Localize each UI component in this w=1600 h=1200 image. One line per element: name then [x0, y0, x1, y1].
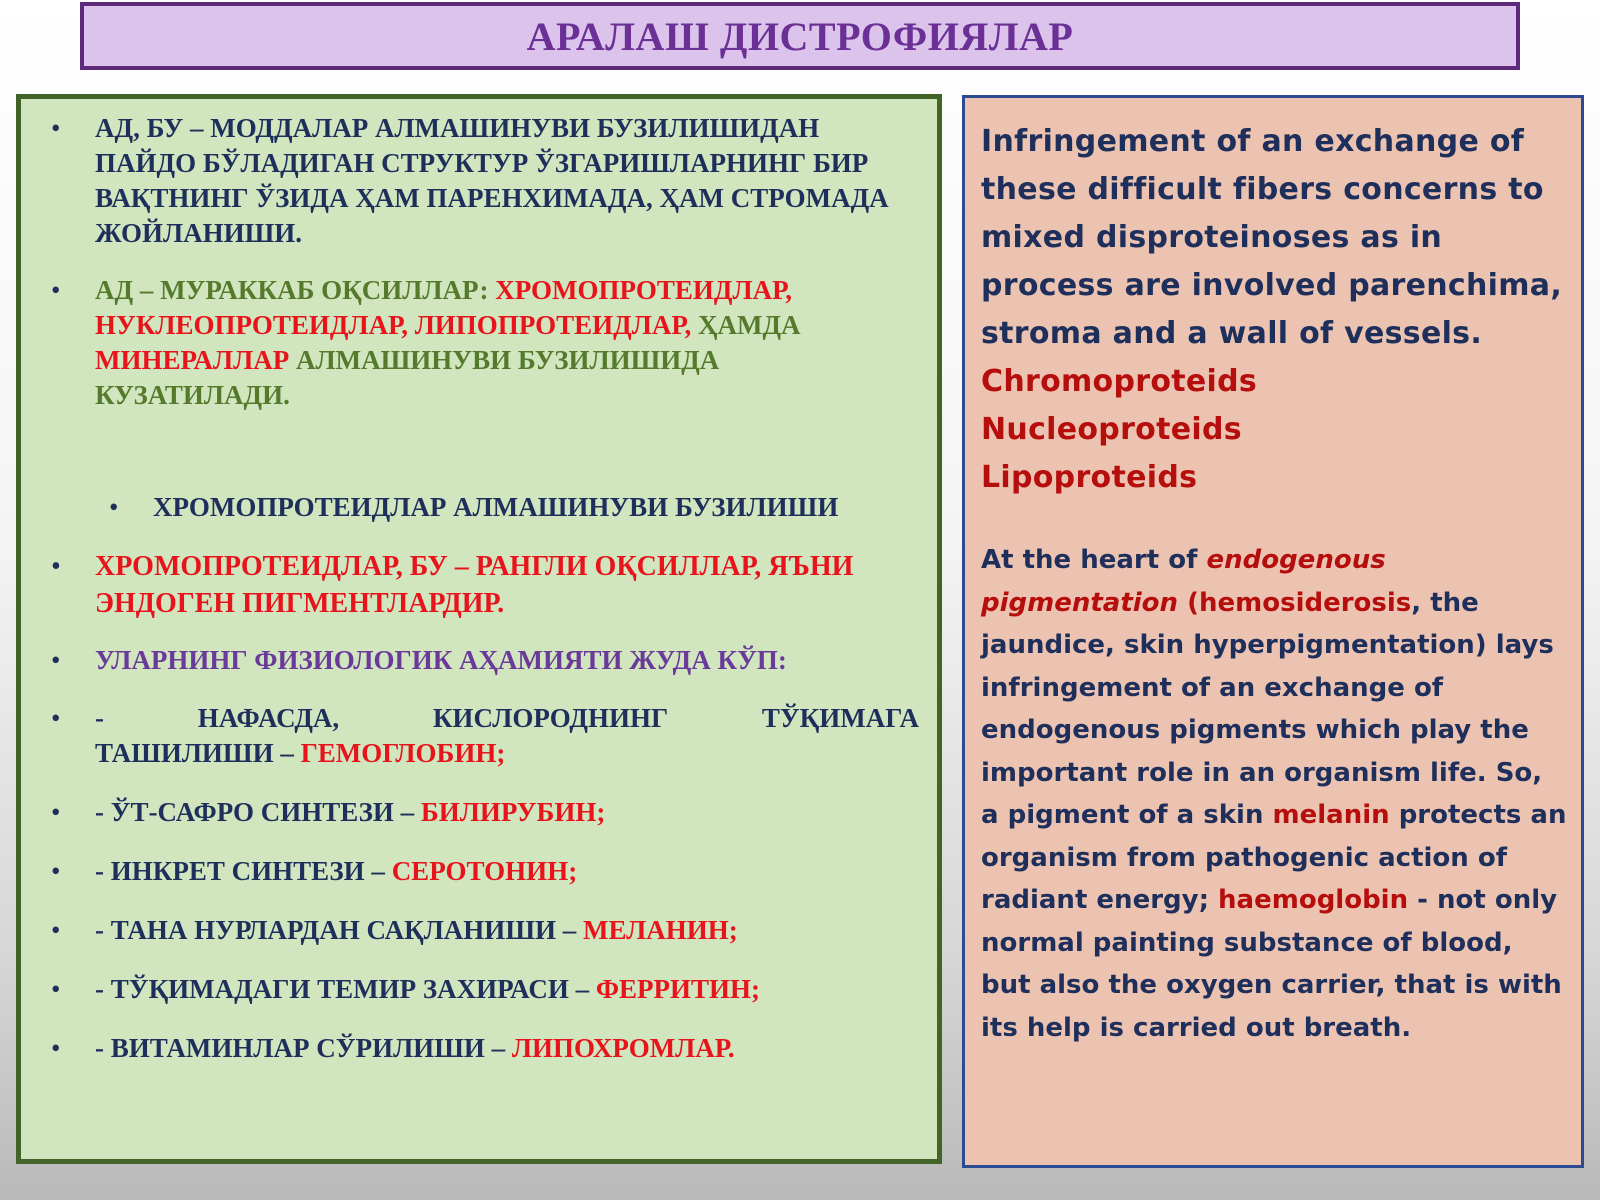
bullet-melanin-term: МЕЛАНИН;	[582, 915, 738, 945]
bullet-serotonin	[35, 854, 919, 889]
bullet-hemoglobin-lead: ТАШИЛИШИ –	[95, 738, 301, 768]
sub-bullet-text: ХРОМОПРОТЕИДЛАР АЛМАШИНУВИ БУЗИЛИШИ	[153, 492, 839, 522]
right-body-hemosiderosis: (hemosiderosis	[1187, 587, 1412, 618]
right-body-paragraph	[981, 539, 1567, 1049]
bullet-physiological-significance	[35, 643, 919, 678]
bullet-lipochromes-term: ЛИПОХРОМЛАР.	[511, 1033, 735, 1063]
slide-title: АРАЛАШ ДИСТРОФИЯЛАР	[526, 13, 1074, 59]
right-body-part8: - not only normal painting substance of blood, but also the oxygen carrier, that is with its help is carried out breath.	[981, 885, 1562, 1043]
right-intro: Infringement of an exchange of these difficult fibers concerns to mixed disproteinoses as in process are involved parenchima, stroma and a wall of vessels.	[981, 124, 1563, 351]
bullet-bilirubin-lead: - ЎТ-САФРО СИНТЕЗИ –	[95, 797, 421, 827]
right-body-melanin: melanin	[1272, 800, 1390, 830]
bullet-hemoglobin-dash: • -	[95, 703, 104, 733]
bullet-hemoglobin	[35, 701, 919, 771]
bullet-chromoproteids-definition	[35, 548, 919, 622]
title-banner	[80, 2, 1520, 70]
right-body-part1: At the heart of	[981, 545, 1207, 575]
bullet-complex-proteins-minerals: МИНЕРАЛЛАР	[95, 345, 290, 375]
sub-bullet-chromoproteid-disorder	[35, 490, 919, 525]
bullet-melanin	[35, 913, 919, 948]
left-panel	[16, 94, 942, 1164]
bullet-hemoglobin-line1	[95, 701, 919, 736]
bullet-hemoglobin-term: ГЕМОГЛОБИН;	[300, 738, 506, 768]
bullet-definition	[35, 111, 919, 251]
bullet-bilirubin	[35, 795, 919, 830]
right-body-part6: protects an organism from pathogenic action of radiant energy;	[981, 800, 1567, 915]
bullet-complex-proteins-tail: АЛМАШИНУВИ БУЗИЛИШИДА КУЗАТИЛАДИ.	[95, 345, 720, 410]
bullet-serotonin-lead: - ИНКРЕТ СИНТЕЗИ –	[95, 856, 392, 886]
bullet-hemoglobin-word2: КИСЛОРОДНИНГ	[432, 703, 669, 733]
right-body-part4: , the jaundice, skin hyperpigmentation) lays infringement of an exchange of endogenous pigments which play the important role in an organism life. So, a pigment of a skin	[981, 587, 1554, 830]
bullet-complex-proteins-list: ХРОМОПРОТЕИДЛАР, НУКЛЕОПРОТЕИДЛАР, ЛИПОПРОТЕИДЛАР,	[95, 275, 792, 340]
bullet-ferritin-lead: - ТЎҚИМАДАГИ ТЕМИР ЗАХИРАСИ –	[95, 974, 596, 1004]
bullet-ferritin	[35, 972, 919, 1007]
bullet-lipochromes-lead: - ВИТАМИНЛАР СЎРИЛИШИ –	[95, 1033, 512, 1063]
bullet-serotonin-term: СЕРОТОНИН;	[391, 856, 578, 886]
bullet-ferritin-term: ФЕРРИТИН;	[595, 974, 761, 1004]
right-panel	[962, 95, 1584, 1168]
right-item-lipoproteids: Lipoproteids	[981, 460, 1198, 495]
bullet-chromoproteids-text: ХРОМОПРОТЕИДЛАР, БУ – РАНГЛИ ОҚСИЛЛАР, ЯЪНИ ЭНДОГЕН ПИГМЕНТЛАРДИР.	[95, 551, 854, 619]
bullet-melanin-lead: - ТАНА НУРЛАРДАН САҚЛАНИШИ –	[95, 915, 583, 945]
bullet-complex-proteins	[35, 273, 919, 413]
bullet-hemoglobin-word3: ТЎҚИМАГА	[761, 703, 919, 733]
bullet-definition-text: АД, БУ – МОДДАЛАР АЛМАШИНУВИ БУЗИЛИШИДАН ПАЙДО БЎЛАДИГАН СТРУКТУР ЎЗГАРИШЛАРНИНГ БИР ВАҚТНИНГ ЎЗИДА ҲАМ ПАРЕНХИМАДА, ҲАМ СТРОМАДА ЖОЙЛАНИШИ.	[95, 113, 889, 248]
bullet-bilirubin-term: БИЛИРУБИН;	[420, 797, 606, 827]
bullet-lipochromes	[35, 1031, 919, 1066]
right-body-endogenous-pigmentation: endogenous pigmentation	[981, 545, 1386, 618]
right-item-chromoproteids: Chromoproteids	[981, 364, 1258, 399]
bullet-physiological-text: УЛАРНИНГ ФИЗИОЛОГИК АҲАМИЯТИ ЖУДА КЎП:	[95, 645, 787, 675]
bullet-complex-proteins-and: ҲАМДА	[691, 310, 801, 340]
bullet-hemoglobin-line2	[95, 736, 919, 771]
bullet-complex-proteins-lead: АД – МУРАККАБ ОҚСИЛЛАР:	[95, 275, 496, 305]
right-body-haemoglobin: haemoglobin	[1218, 885, 1409, 915]
bullet-hemoglobin-word1: НАФАСДА,	[197, 703, 340, 733]
right-item-nucleoproteids: Nucleoproteids	[981, 412, 1242, 447]
